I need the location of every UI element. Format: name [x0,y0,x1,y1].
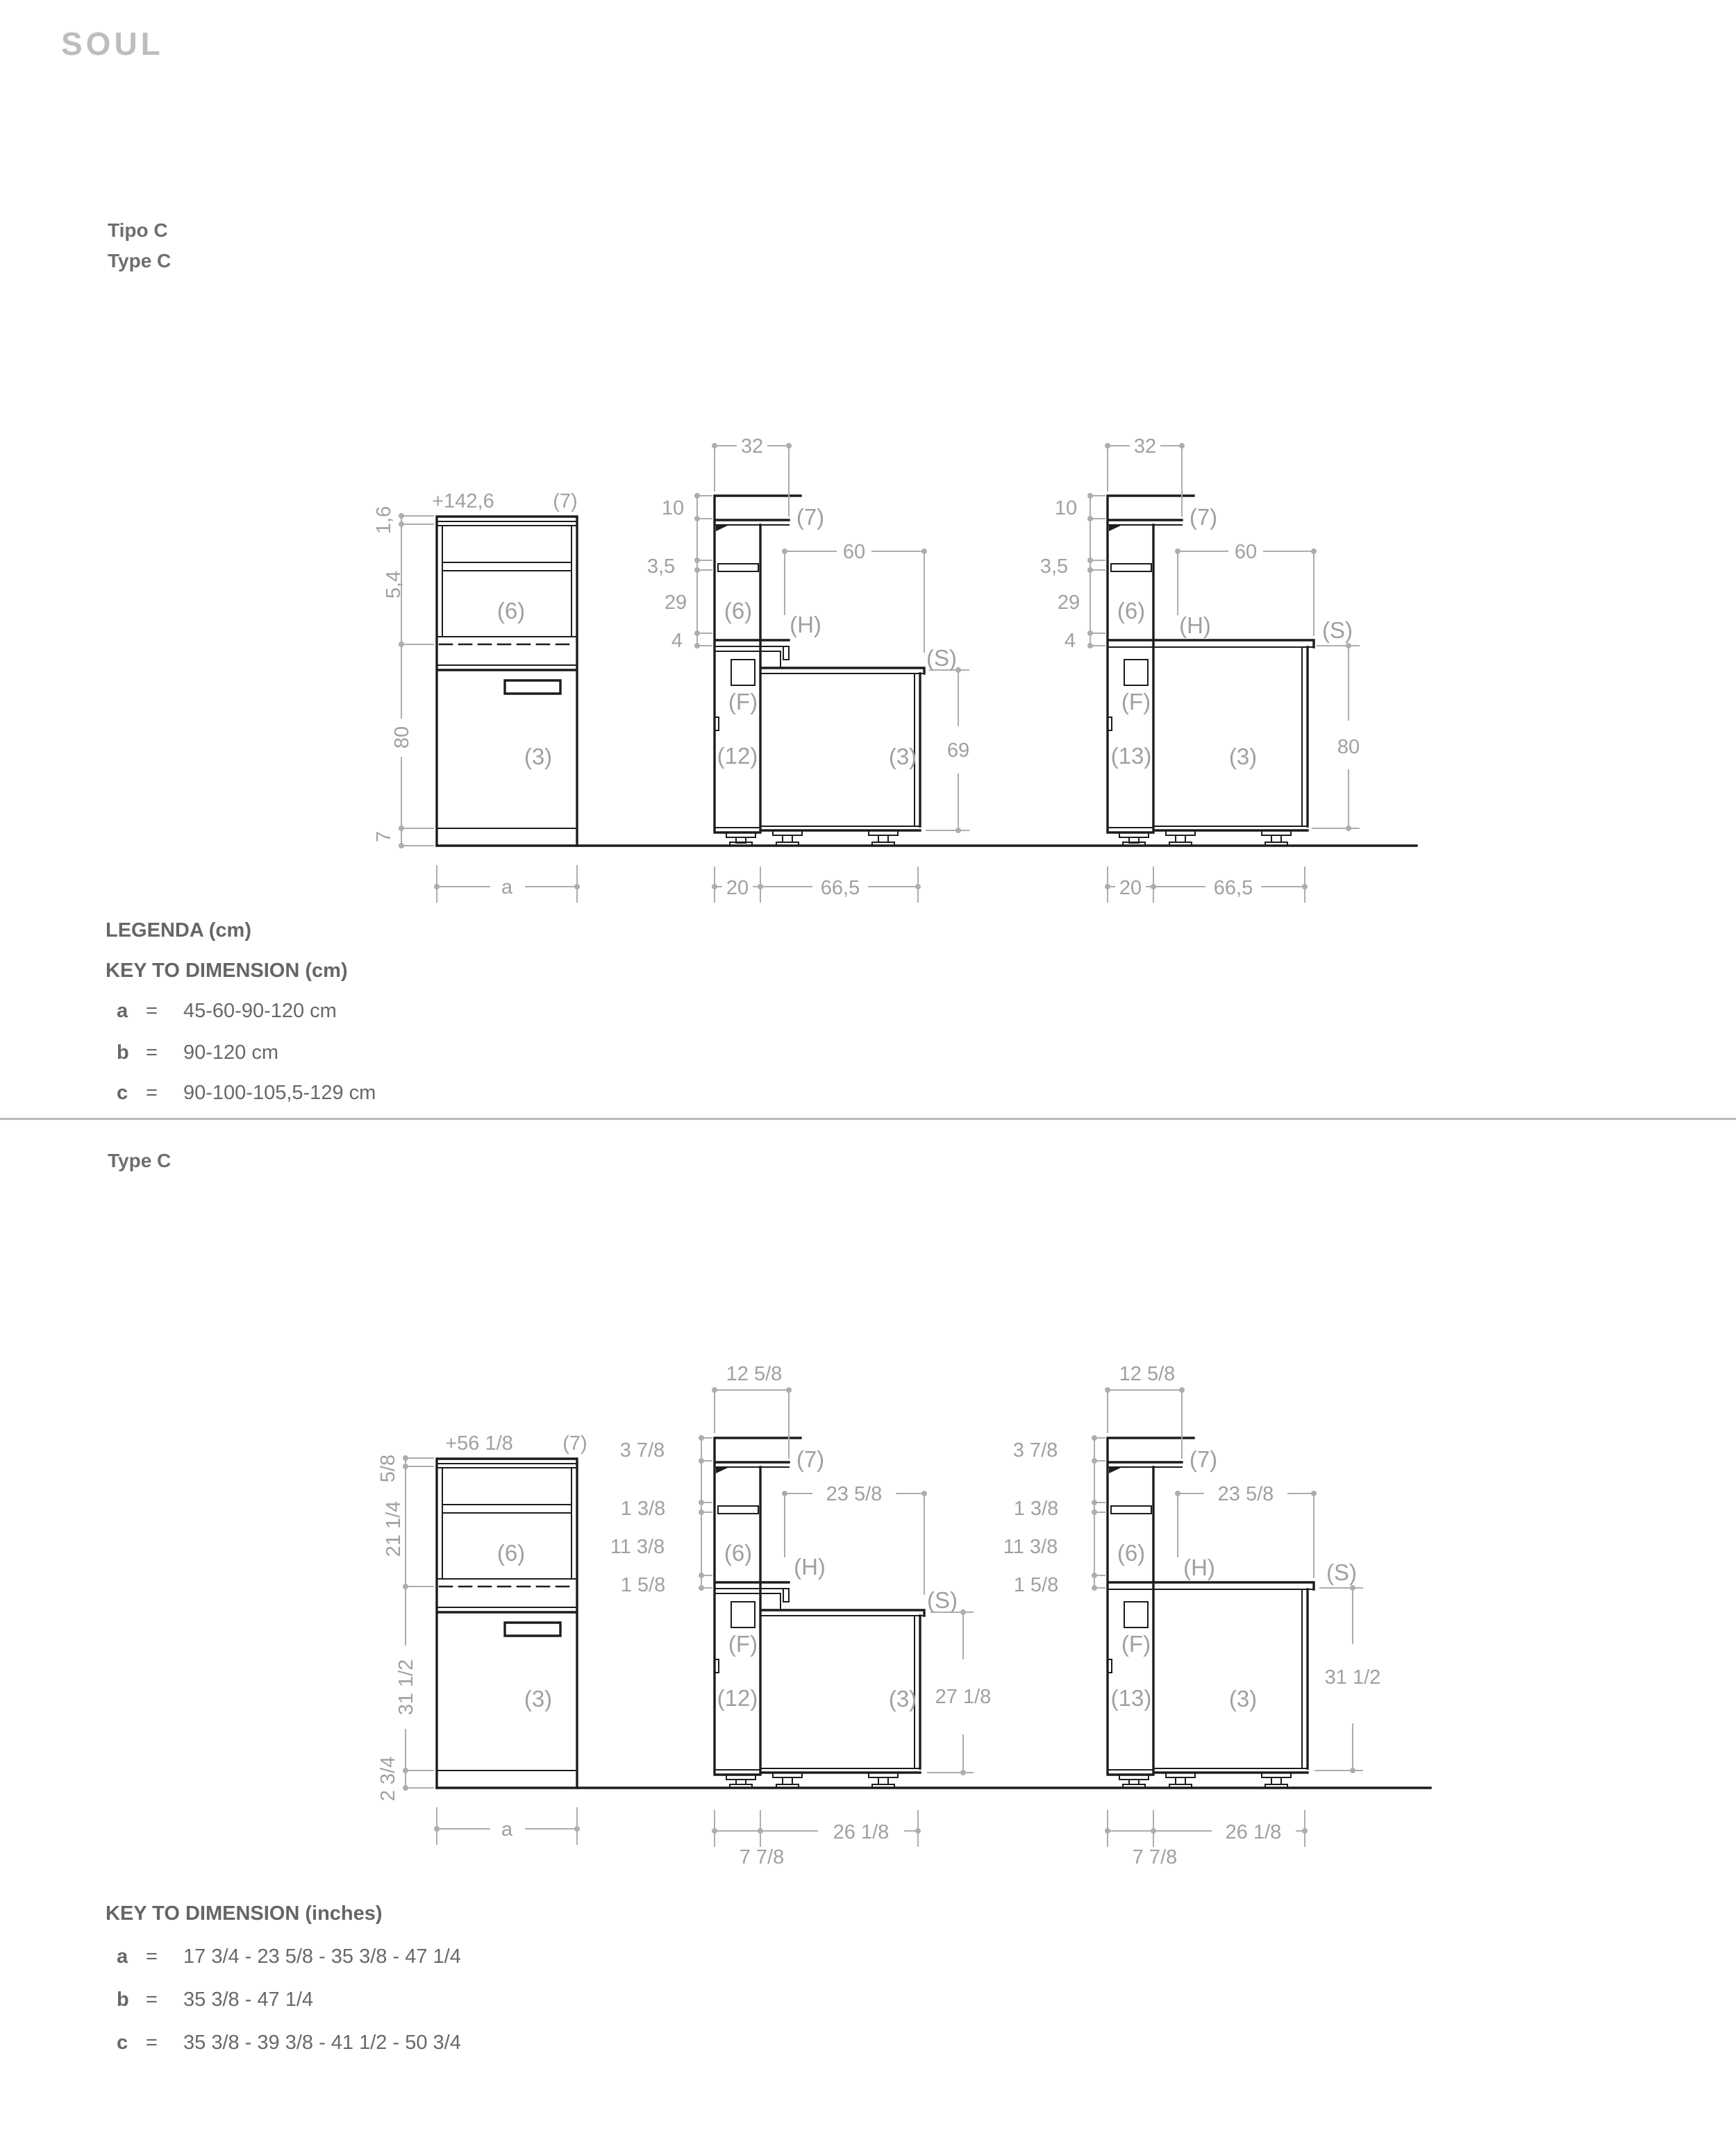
dim-base-height: 80 [391,726,413,749]
dim-slot: 1 3/8 [1013,1498,1059,1520]
legend-key: a [117,1000,128,1022]
section2-title: Type C [108,1150,172,1171]
dim-column-depth: 20 [726,877,749,899]
dim-plus-height: +56 1/8 [445,1432,513,1455]
ref-F: (F) [728,1631,758,1657]
dim-base-depth: 66,5 [820,877,860,899]
ref-S: (S) [1326,1559,1357,1585]
ref-12: (12) [717,743,758,769]
ref-H: (H) [1183,1555,1215,1580]
dim-upper-section: 21 1/4 [383,1500,405,1557]
brand-logo: SOUL [61,26,164,62]
dim-slot: 3,5 [646,555,676,578]
legend-key: b [117,1989,129,2011]
cabinet-detail-lines [715,525,924,846]
dim-depth: 60 [1234,541,1258,563]
legend-eq: = [146,1082,158,1104]
dim-base-height: 80 [1337,736,1360,758]
cabinet-outline [715,496,924,832]
section-title-english: Type C [108,250,172,271]
legend-cm-row-b [117,1043,278,1063]
dim-shelf-depth: 32 [1133,435,1157,458]
legend-inches-row-a [117,1947,461,1967]
cabinet-outline [437,517,577,846]
dim-depth: 60 [842,541,866,563]
dim-shelf-depth: 32 [740,435,764,458]
ref-13: (13) [1110,743,1152,769]
ref-F: (F) [1121,689,1151,714]
ref-7: (7) [562,1432,587,1455]
ref-H: (H) [1179,612,1211,638]
dimension-lines [701,1390,974,1847]
section-title-italian: Tipo C [108,219,168,241]
dim-base-height: 69 [946,739,970,762]
ref-S: (S) [927,1587,958,1613]
ref-F: (F) [728,689,758,714]
shelf-bracket [1109,526,1121,531]
drawing-inches-front-view [377,1432,587,1845]
ref-13: (13) [1110,1685,1152,1711]
legend-key: c [117,2032,128,2054]
drawing-cm-side-high [1040,435,1360,903]
ref-7: (7) [1189,1446,1218,1472]
ref-S: (S) [926,645,957,671]
legend-value: 17 3/4 - 23 5/8 - 35 3/8 - 47 1/4 [183,1945,461,1968]
drawing-cm-front-view [373,490,578,903]
ref-F: (F) [1121,1631,1151,1657]
drawing-cm-side-low [647,435,969,903]
dim-mid-section: 29 [1057,592,1080,614]
dim-worktop-thickness: 4 [671,630,683,652]
ref-6: (6) [1117,598,1146,623]
dim-top-overhang: 3 7/8 [1012,1439,1058,1462]
cabinet-detail-lines [437,1464,577,1771]
legend-key: a [117,1945,128,1968]
cabinet-outline [715,1438,924,1775]
ref-6: (6) [724,598,753,623]
dim-width-a: a [501,1818,513,1841]
dim-shelf-depth: 12 5/8 [1119,1363,1176,1385]
dimension-dots [401,516,577,887]
drawing-inches-side-low [610,1363,992,1868]
dim-base-height: 27 1/8 [935,1686,992,1708]
ref-7: (7) [553,490,578,512]
dim-depth: 23 5/8 [1217,1483,1274,1505]
dim-top-band: 5/8 [377,1454,399,1483]
ref-7: (7) [1189,504,1218,530]
legend-cm-title-english: KEY TO DIMENSION (cm) [106,960,348,982]
legend-value: 90-100-105,5-129 cm [183,1082,376,1104]
ref-6: (6) [496,1540,526,1566]
dim-worktop-thickness: 4 [1064,630,1076,652]
ref-6: (6) [496,598,526,623]
legend-key: b [117,1041,129,1064]
legend-eq: = [146,1989,158,2011]
ref-3: (3) [1228,1686,1258,1711]
dim-upper-section: 5,4 [383,570,405,599]
cabinet-detail-lines [715,1467,924,1788]
ref-S: (S) [1322,617,1353,643]
legend-cm-row-a [117,1001,337,1021]
legend-value: 35 3/8 - 47 1/4 [183,1989,314,2011]
ref-6: (6) [724,1540,753,1566]
dim-top-overhang: 10 [1054,497,1078,519]
legend-cm-row-c [117,1083,376,1103]
dim-top-band: 1,6 [373,505,395,535]
dim-top-overhang: 10 [661,497,685,519]
legend-value: 45-60-90-120 cm [183,1000,337,1022]
dim-mid-section: 11 3/8 [1003,1536,1058,1558]
cabinet-outline [1108,1438,1314,1775]
dim-plus-height: +142,6 [432,490,494,512]
dim-plinth: 7 [373,830,395,843]
cabinet-detail-lines [437,521,577,828]
ref-7: (7) [796,504,825,530]
dim-worktop-thickness: 1 5/8 [620,1574,666,1596]
dim-column-depth: 7 7/8 [1132,1846,1178,1868]
dim-base-depth: 66,5 [1213,877,1253,899]
cabinet-detail-lines [1108,525,1314,846]
dimension-lines [1090,446,1360,903]
dim-base-depth: 26 1/8 [1225,1821,1282,1843]
section-divider [0,1118,1736,1120]
dimension-dots [406,1458,577,1829]
legend-inches-row-c [117,2033,461,2053]
dim-top-overhang: 3 7/8 [619,1439,665,1462]
ref-3: (3) [524,744,553,769]
shelf-bracket [716,526,728,531]
cabinet-detail-lines [1108,1467,1314,1788]
dim-width-a: a [501,876,513,898]
legend-eq: = [146,1041,158,1064]
legend-value: 90-120 cm [183,1041,279,1064]
dimension-dots [1090,446,1349,887]
ref-12: (12) [717,1685,758,1711]
ref-3: (3) [1228,744,1258,769]
dim-mid-section: 29 [664,592,687,614]
dim-base-height: 31 1/2 [395,1659,417,1716]
legend-value: 35 3/8 - 39 3/8 - 41 1/2 - 50 3/4 [183,2032,461,2054]
ref-3: (3) [888,744,917,769]
legend-key: c [117,1082,128,1104]
ref-3: (3) [524,1686,553,1711]
shelf-bracket [716,1468,728,1473]
ref-6: (6) [1117,1540,1146,1566]
legend-eq: = [146,2032,158,2054]
dimension-lines [1094,1390,1363,1847]
dim-column-depth: 7 7/8 [739,1846,785,1868]
cabinet-outline [437,1459,577,1788]
drawing-inches-side-high [1003,1363,1381,1868]
shelf-bracket [1109,1468,1121,1473]
dim-plinth: 2 3/4 [377,1756,399,1802]
dim-column-depth: 20 [1119,877,1142,899]
dim-slot: 1 3/8 [620,1498,666,1520]
dim-depth: 23 5/8 [826,1483,883,1505]
legend-eq: = [146,1000,158,1022]
legend-inches-title: KEY TO DIMENSION (inches) [106,1902,383,1925]
legend-inches-row-b [117,1990,313,2010]
ref-H: (H) [790,612,821,637]
dim-base-height: 31 1/2 [1324,1666,1381,1689]
ref-7: (7) [796,1446,825,1472]
ref-H: (H) [794,1554,826,1580]
dim-worktop-thickness: 1 5/8 [1013,1574,1059,1596]
dim-base-depth: 26 1/8 [833,1821,890,1843]
dim-mid-section: 11 3/8 [610,1536,665,1558]
dim-shelf-depth: 12 5/8 [726,1363,783,1385]
ref-3: (3) [888,1686,917,1711]
cabinet-outline [1108,496,1314,832]
legend-eq: = [146,1945,158,1968]
dimension-dots [1094,1390,1353,1831]
dim-slot: 3,5 [1040,555,1069,578]
legend-cm-title-italian: LEGENDA (cm) [106,919,251,941]
